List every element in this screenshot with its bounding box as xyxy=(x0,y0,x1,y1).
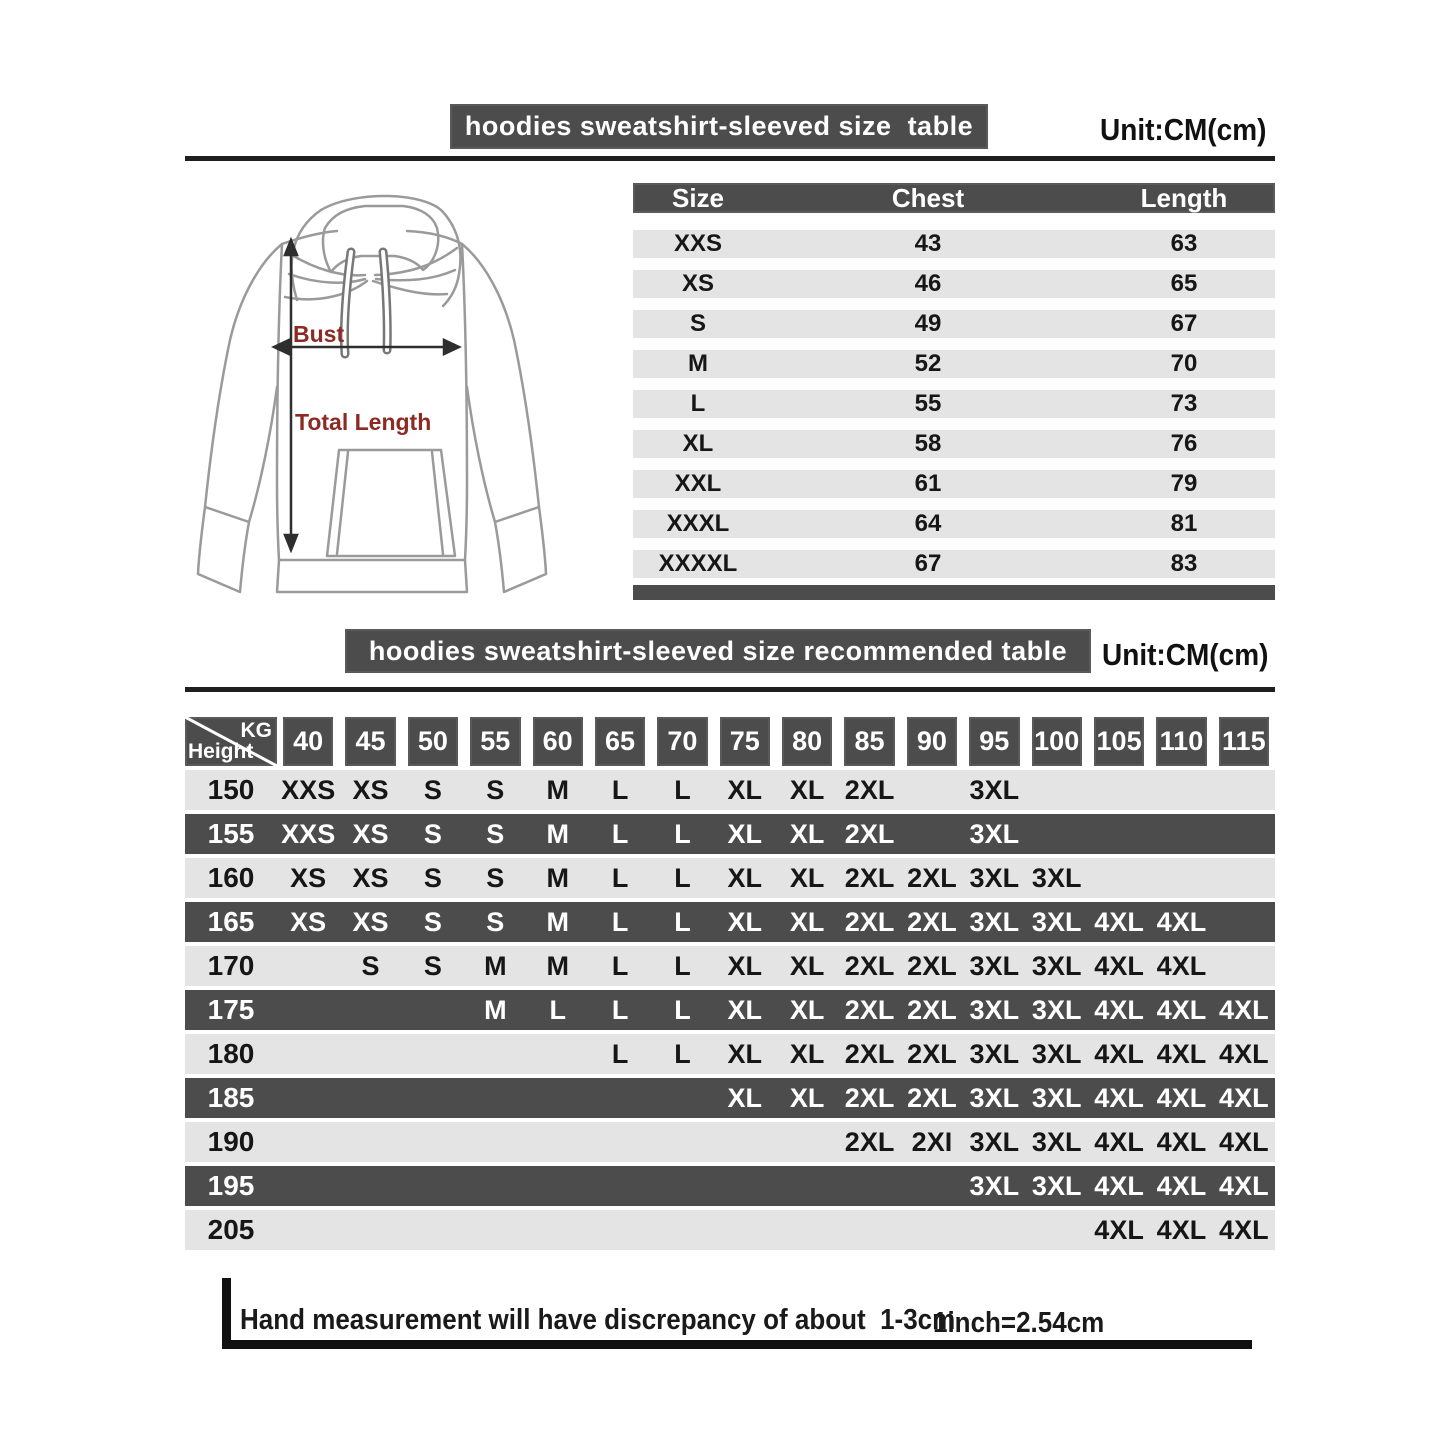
weight-header-box: 70 xyxy=(657,717,707,766)
size-value-cell: L xyxy=(611,906,629,937)
footer-corner-bar xyxy=(222,1278,231,1348)
size-value-cell: 3XL xyxy=(1031,1082,1082,1113)
size-value-cell: 2XI xyxy=(911,1126,953,1157)
size-value-cell: L xyxy=(674,1038,691,1069)
column-header-size: Size xyxy=(671,183,725,213)
size-chart-cell: XXXL xyxy=(666,510,730,537)
size-value-cell: 2XL xyxy=(907,906,957,937)
size-chart-cell: 49 xyxy=(914,310,942,337)
size-table-title: hoodies sweatshirt-sleeved size table xyxy=(450,104,988,149)
size-value-cell: 4XL xyxy=(1219,1126,1269,1157)
size-value-cell: XS xyxy=(352,818,389,849)
recommended-row xyxy=(185,990,1275,1030)
size-value-cell: L xyxy=(611,862,629,893)
size-chart-row xyxy=(633,430,1275,458)
size-value-cell: 3XL xyxy=(969,1038,1020,1069)
measurement-note: Hand measurement will have discrepancy of about 1-3cm xyxy=(240,1302,956,1336)
size-chart-row xyxy=(633,510,1275,538)
weight-header-box: 85 xyxy=(844,717,894,766)
size-value-cell: S xyxy=(486,774,505,805)
size-value-cell: S xyxy=(423,818,442,849)
size-chart-cell: L xyxy=(690,390,706,417)
recommended-row xyxy=(185,814,1275,854)
hoodie-pocket xyxy=(327,450,455,556)
size-value-cell: 4XL xyxy=(1156,994,1207,1025)
size-value-cell: L xyxy=(611,818,629,849)
recommended-row xyxy=(185,770,1275,810)
size-value-cell: 3XL xyxy=(969,774,1020,805)
size-chart-cell: 52 xyxy=(914,350,942,377)
weight-header-cell xyxy=(402,717,464,766)
size-value-cell: L xyxy=(674,950,691,981)
size-value-cell: 4XL xyxy=(1219,1170,1269,1201)
size-value-cell: XL xyxy=(727,994,763,1025)
height-cell: 190 xyxy=(207,1126,255,1157)
weight-header-box: 90 xyxy=(907,717,957,766)
size-value-cell: 4XL xyxy=(1156,1038,1207,1069)
recommended-rows xyxy=(185,770,1275,1250)
column-header-chest: Chest xyxy=(891,183,965,213)
size-value-cell: XL xyxy=(727,774,763,805)
size-chart-cell: 65 xyxy=(1170,270,1198,297)
weight-header-box: 105 xyxy=(1094,717,1144,766)
weight-header-box: 110 xyxy=(1156,717,1206,766)
size-value-cell: 2XL xyxy=(844,1038,895,1069)
size-value-cell: L xyxy=(611,950,629,981)
size-value-cell: 4XL xyxy=(1219,1038,1269,1069)
recommended-row xyxy=(185,1210,1275,1250)
size-value-cell: L xyxy=(611,994,629,1025)
weight-header-cell xyxy=(464,717,526,766)
size-value-cell: 4XL xyxy=(1156,1082,1207,1113)
size-chart-cell: XS xyxy=(681,270,714,297)
size-value-cell: XXS xyxy=(281,818,336,849)
size-value-cell: XL xyxy=(789,906,825,937)
size-value-cell: L xyxy=(674,906,691,937)
size-value-cell: 3XL xyxy=(1031,1170,1082,1201)
weight-header-box: 75 xyxy=(720,717,770,766)
size-value-cell: 3XL xyxy=(969,950,1020,981)
size-value-cell: XL xyxy=(789,818,825,849)
weight-header-cell xyxy=(589,717,651,766)
size-value-cell: 2XL xyxy=(844,1082,895,1113)
size-chart-cell: 63 xyxy=(1170,230,1198,257)
size-value-cell: 4XL xyxy=(1094,994,1144,1025)
size-chart-cell: 73 xyxy=(1170,390,1198,417)
size-value-cell: S xyxy=(423,950,442,981)
weight-header-box: 60 xyxy=(533,717,583,766)
size-value-cell: XL xyxy=(789,862,825,893)
size-value-cell: L xyxy=(674,862,691,893)
height-cell: 185 xyxy=(207,1082,255,1113)
recommended-row xyxy=(185,1034,1275,1074)
column-header-length: Length xyxy=(1140,183,1228,213)
height-cell: 205 xyxy=(207,1214,255,1245)
size-value-cell: 4XL xyxy=(1156,1214,1207,1245)
size-value-cell: M xyxy=(546,906,569,937)
hoodie-left-sleeve xyxy=(198,244,282,592)
size-chart-cell: 58 xyxy=(914,430,942,457)
weight-header-cell xyxy=(1150,717,1212,766)
recommended-row xyxy=(185,1166,1275,1206)
total-length-label: Total Length xyxy=(295,409,432,435)
size-chart-cell: 67 xyxy=(1170,310,1198,337)
size-value-cell: 4XL xyxy=(1094,1126,1144,1157)
size-value-cell: 2XL xyxy=(907,1038,957,1069)
size-value-cell: 2XL xyxy=(844,994,895,1025)
size-value-cell: L xyxy=(674,774,691,805)
recommended-row xyxy=(185,1078,1275,1118)
size-value-cell: 3XL xyxy=(969,994,1020,1025)
size-value-cell: L xyxy=(674,994,691,1025)
size-value-cell: M xyxy=(484,950,507,981)
size-value-cell: 2XL xyxy=(907,862,957,893)
size-value-cell: XS xyxy=(290,862,327,893)
weight-header-cell xyxy=(1213,717,1275,766)
size-value-cell: 2XL xyxy=(844,906,895,937)
size-value-cell: XL xyxy=(789,1038,825,1069)
weight-header-cell xyxy=(339,717,401,766)
size-value-cell: 2XL xyxy=(844,774,895,805)
size-value-cell: S xyxy=(486,862,505,893)
kg-height-corner-cell xyxy=(185,717,277,766)
weight-header-cell xyxy=(838,717,900,766)
size-chart-cell: 55 xyxy=(914,390,942,417)
recommended-row xyxy=(185,858,1275,898)
size-value-cell: 4XL xyxy=(1094,950,1144,981)
recommended-row xyxy=(185,946,1275,986)
size-chart-header xyxy=(633,183,1275,213)
size-value-cell: XL xyxy=(727,950,763,981)
size-chart-cell: M xyxy=(688,350,708,377)
weight-header-cell xyxy=(651,717,713,766)
size-value-cell: XS xyxy=(290,906,327,937)
size-chart-cell: XXL xyxy=(674,470,722,497)
size-chart-cell: 70 xyxy=(1170,350,1198,377)
weight-header-row xyxy=(185,717,1275,766)
size-chart-footer-bar xyxy=(633,585,1275,600)
size-value-cell: 4XL xyxy=(1094,906,1144,937)
size-value-cell: 2XL xyxy=(844,1126,895,1157)
hoodie-body-left xyxy=(277,244,282,560)
size-value-cell: S xyxy=(423,906,442,937)
size-value-cell: XL xyxy=(789,994,825,1025)
size-value-cell: XS xyxy=(352,774,389,805)
size-value-cell: 4XL xyxy=(1219,1214,1269,1245)
size-chart-row xyxy=(633,230,1275,258)
size-value-cell: 3XL xyxy=(1031,862,1082,893)
size-chart-cell: 43 xyxy=(914,230,942,257)
size-chart-cell: XL xyxy=(682,430,714,457)
size-value-cell: XL xyxy=(789,950,825,981)
size-value-cell: L xyxy=(611,1038,629,1069)
size-value-cell: 4XL xyxy=(1156,1126,1207,1157)
size-chart-cell: XXXXL xyxy=(658,550,738,577)
weight-header-cell xyxy=(963,717,1025,766)
size-value-cell: 3XL xyxy=(969,1126,1020,1157)
recommended-row xyxy=(185,1122,1275,1162)
size-value-cell: S xyxy=(423,862,442,893)
recommended-size-table xyxy=(185,717,1275,1250)
size-value-cell: M xyxy=(546,862,569,893)
corner-kg-label: KG xyxy=(240,719,272,742)
size-value-cell: 3XL xyxy=(969,862,1020,893)
size-value-cell: 3XL xyxy=(1031,994,1082,1025)
size-value-cell: S xyxy=(361,950,380,981)
size-value-cell: XL xyxy=(789,1082,825,1113)
weight-header-box: 65 xyxy=(595,717,645,766)
height-cell: 195 xyxy=(207,1170,255,1201)
size-value-cell: XL xyxy=(727,906,763,937)
weight-header-cell xyxy=(1026,717,1088,766)
hoodie-right-sleeve xyxy=(462,244,546,592)
size-chart-cell: 64 xyxy=(914,510,942,537)
size-value-cell: M xyxy=(546,818,569,849)
size-chart-row xyxy=(633,350,1275,378)
size-value-cell: 2XL xyxy=(907,950,957,981)
divider-line xyxy=(185,156,1275,161)
size-value-cell: 4XL xyxy=(1219,1082,1269,1113)
size-value-cell: L xyxy=(611,774,629,805)
height-cell: 160 xyxy=(207,862,255,893)
size-chart-cell: 81 xyxy=(1170,510,1198,537)
hoodie-measurement-diagram xyxy=(185,182,615,622)
weight-header-box: 45 xyxy=(345,717,395,766)
size-value-cell: 4XL xyxy=(1156,950,1207,981)
weight-header-cell xyxy=(1088,717,1150,766)
size-value-cell: 4XL xyxy=(1094,1082,1144,1113)
size-chart-row xyxy=(633,470,1275,498)
weight-header-box: 100 xyxy=(1032,717,1082,766)
hoodie-waistband xyxy=(277,560,467,592)
size-value-cell: 3XL xyxy=(969,906,1020,937)
unit-label: Unit:CM(cm) xyxy=(1100,113,1267,147)
size-chart-cell: 61 xyxy=(914,470,942,497)
size-value-cell: XXS xyxy=(281,774,336,805)
hoodie-shoulders xyxy=(282,231,462,244)
size-chart-cell: S xyxy=(689,310,706,337)
footer-underline xyxy=(222,1340,1252,1349)
size-chart-cell: 79 xyxy=(1170,470,1198,497)
size-value-cell: XL xyxy=(727,1082,763,1113)
size-value-cell: M xyxy=(484,994,507,1025)
size-value-cell: XL xyxy=(789,774,825,805)
recommended-table-title: hoodies sweatshirt-sleeved size recommended table xyxy=(345,629,1091,673)
height-cell: 175 xyxy=(207,994,255,1025)
size-value-cell: S xyxy=(486,906,505,937)
size-chart-cell: 46 xyxy=(914,270,942,297)
height-cell: 170 xyxy=(207,950,255,981)
height-cell: 180 xyxy=(207,1038,255,1069)
size-value-cell: 4XL xyxy=(1094,1214,1144,1245)
size-value-cell: 3XL xyxy=(1031,906,1082,937)
size-chart-rows xyxy=(633,230,1275,578)
size-value-cell: XL xyxy=(727,862,763,893)
weight-header-box: 55 xyxy=(470,717,520,766)
height-cell: 155 xyxy=(207,818,255,849)
weight-header-box: 80 xyxy=(782,717,832,766)
weight-header-box: 115 xyxy=(1219,717,1269,766)
size-value-cell: 3XL xyxy=(969,1082,1020,1113)
size-value-cell: S xyxy=(486,818,505,849)
size-chart-row xyxy=(633,550,1275,578)
size-chart-cell: 67 xyxy=(914,550,942,577)
weight-header-box: 95 xyxy=(969,717,1019,766)
hoodie-drawstrings xyxy=(344,252,387,354)
size-value-cell: L xyxy=(674,818,691,849)
size-value-cell: L xyxy=(549,994,566,1025)
weight-header-cell xyxy=(776,717,838,766)
weight-header-box: 50 xyxy=(408,717,458,766)
weight-header-cell xyxy=(901,717,963,766)
size-value-cell: XL xyxy=(727,818,763,849)
bust-label: Bust xyxy=(293,321,345,347)
size-value-cell: S xyxy=(423,774,442,805)
size-value-cell: XL xyxy=(727,1038,763,1069)
size-chart-row xyxy=(633,310,1275,338)
size-value-cell: 3XL xyxy=(1031,950,1082,981)
unit-label: Unit:CM(cm) xyxy=(1102,638,1269,672)
size-value-cell: 2XL xyxy=(907,1082,957,1113)
size-chart-row xyxy=(633,270,1275,298)
size-chart-row xyxy=(633,390,1275,418)
hoodie-body-right xyxy=(462,244,467,560)
size-value-cell: 2XL xyxy=(844,818,895,849)
weight-header-box: 40 xyxy=(283,717,333,766)
inch-conversion-note: 1inch=2.54cm xyxy=(933,1305,1105,1339)
weight-header-cell xyxy=(714,717,776,766)
recommended-row xyxy=(185,902,1275,942)
weight-header-cell xyxy=(277,717,339,766)
size-value-cell: XS xyxy=(352,862,389,893)
size-chart-cell: 76 xyxy=(1170,430,1198,457)
weight-header-cell xyxy=(527,717,589,766)
size-value-cell: 4XL xyxy=(1094,1170,1144,1201)
size-value-cell: XS xyxy=(352,906,389,937)
size-value-cell: 3XL xyxy=(969,1170,1020,1201)
size-value-cell: 2XL xyxy=(907,994,957,1025)
size-value-cell: 3XL xyxy=(1031,1126,1082,1157)
size-value-cell: 2XL xyxy=(844,862,895,893)
height-cell: 165 xyxy=(207,906,255,937)
size-value-cell: 3XL xyxy=(1031,1038,1082,1069)
size-value-cell: 2XL xyxy=(844,950,895,981)
size-chart-cell: XXS xyxy=(673,230,723,257)
size-value-cell: 4XL xyxy=(1156,906,1207,937)
size-value-cell: 3XL xyxy=(969,818,1020,849)
size-chart-cell: 83 xyxy=(1170,550,1198,577)
size-value-cell: 4XL xyxy=(1156,1170,1207,1201)
size-value-cell: M xyxy=(546,774,569,805)
corner-height-label: Height xyxy=(188,740,254,763)
height-cell: 150 xyxy=(207,774,255,805)
size-value-cell: 4XL xyxy=(1219,994,1269,1025)
divider-line xyxy=(185,687,1275,692)
size-chart-table xyxy=(633,183,1275,600)
size-value-cell: M xyxy=(546,950,569,981)
size-value-cell: 4XL xyxy=(1094,1038,1144,1069)
